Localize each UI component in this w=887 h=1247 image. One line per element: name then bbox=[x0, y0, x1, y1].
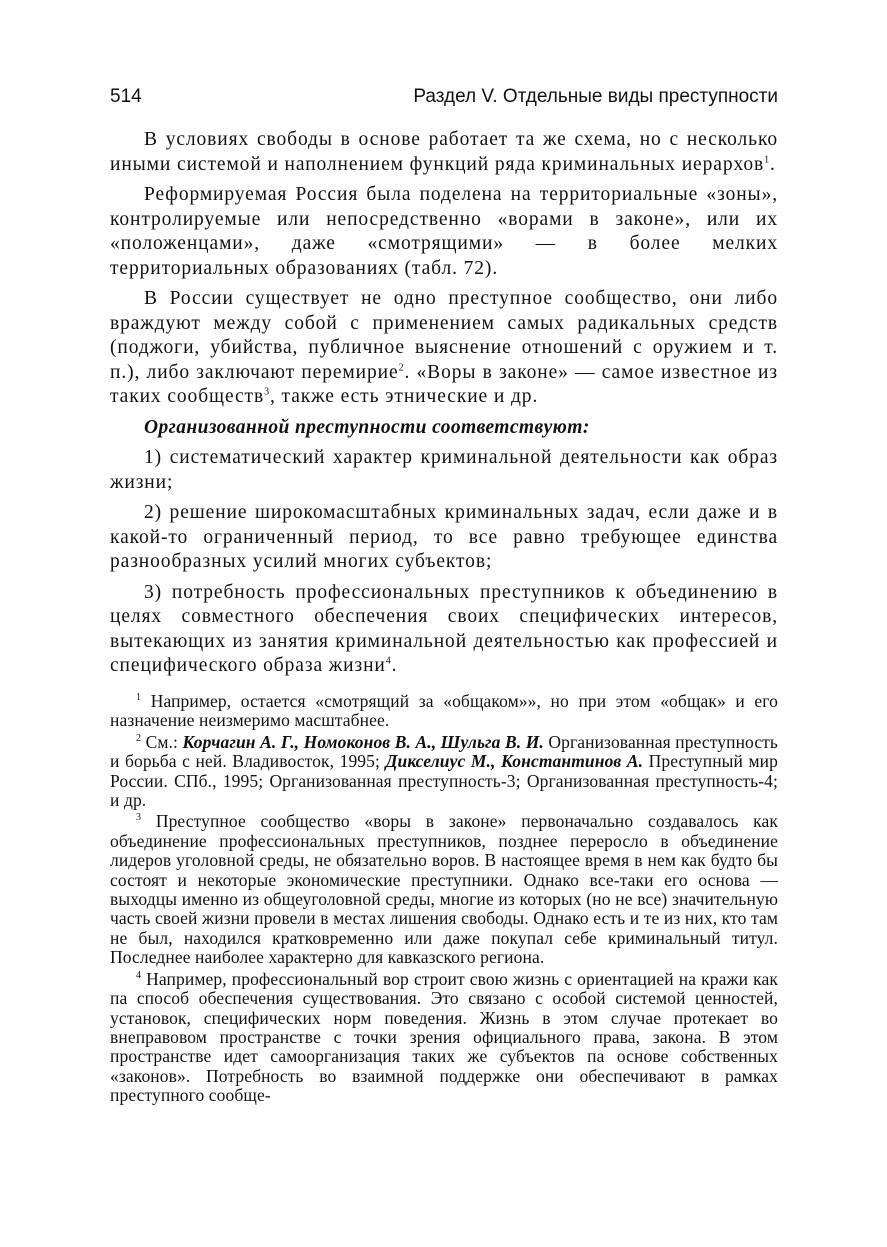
footnote-ref-1: 1 bbox=[764, 154, 771, 165]
running-title: Раздел V. Отдельные виды преступности bbox=[413, 86, 778, 107]
list-item-3 bbox=[110, 581, 778, 679]
lead-in-text: Организованной преступности соответствуют: bbox=[144, 416, 590, 438]
lead-in bbox=[110, 416, 778, 441]
footnote-ref-4: 4 bbox=[385, 655, 392, 667]
paragraph-2: Реформируемая Россия была поделена на территориальные «зоны», контролируемые или непосредственно «ворами в законе», или их «положенцами», даже «смотрящими» — в более мелких территориальных образованиях (табл. 72). bbox=[110, 184, 778, 279]
paragraph-1 bbox=[110, 128, 778, 177]
footnote-1-text: Например, остается «смотрящий за «общаком»», но при этом «общак» и его назначение неизмеримо масштабнее. bbox=[110, 691, 778, 731]
footnote-4 bbox=[110, 970, 778, 1106]
paragraph-1-end: . bbox=[770, 153, 776, 175]
footnote-1-mark: 1 bbox=[136, 692, 142, 704]
footnote-2-mark: 2 bbox=[136, 732, 142, 744]
footnotes bbox=[110, 692, 778, 1108]
list-item-3-end: . bbox=[391, 655, 398, 676]
page-header bbox=[110, 86, 778, 108]
footnote-2 bbox=[110, 733, 778, 811]
footnote-4-mark: 4 bbox=[136, 969, 142, 981]
main-text bbox=[110, 128, 778, 685]
paragraph-3-text-3: , также есть этнические и др. bbox=[269, 386, 539, 407]
footnote-2-prefix: См.: bbox=[145, 731, 183, 752]
list-item-1: 1) систематический характер криминальной деятельности как образ жизни; bbox=[110, 447, 778, 493]
footnote-4-text: Например, профессиональный вор строит свою жизнь с ориентацией на кражи как па способ обеспечения существования. Это связано с особой системой ценностей, установок, специфических норм поведения. Жизнь в этом случае протекает во внеправовом пространстве с точки зрения официального права, закона. В этом пространстве идет самоорганизация таких же субъектов па основе собственных «законов». Потребность во взаимной поддержке они обеспечивают в рамках преступного сообще- bbox=[110, 968, 778, 1106]
list-item-3-text: 3) потребность профессиональных преступников к объединению в целях совместного обеспечения своих специфических интересов, вытекающих из занятия криминальной деятельностью как профессией и специфического образа жизни bbox=[110, 581, 778, 676]
page-number: 514 bbox=[110, 86, 142, 107]
paragraph-3 bbox=[110, 287, 778, 410]
footnote-1 bbox=[110, 692, 778, 731]
footnote-3 bbox=[110, 812, 778, 967]
paragraph-3-text-2: . «Воры в законе» — самое известное из таких сообществ bbox=[110, 361, 778, 407]
footnote-2-title-1: Организованная преступность и борьба с ней. Владивосток, 1995; bbox=[110, 731, 779, 772]
list-item-2: 2) решение широкомасштабных криминальных задач, если даже и в какой-то ограниченный период, то все равно требующее единства разнообразных усилий многих субъектов; bbox=[110, 502, 778, 572]
footnote-ref-2: 2 bbox=[398, 362, 405, 373]
footnote-3-mark: 3 bbox=[136, 812, 142, 824]
footnote-3-text: Преступное сообщество «воры в законе» первоначально создавалось как объединение профессиональных преступников, позднее переросло в объединение лидеров уголовной среды, не обязательно воров. В настоящее время в нем как будто бы состоят и некоторые экономические преступники. Однако все-таки его основа — выходцы именно из общеуголовной среды, многие из которых (но не все) значительную часть своей жизни провели в местах лишения свободы. Однако есть и те из них, кто там не был, находился кратковременно или даже покупал себе криминальный титул. Последнее наиболее характерно для кавказского региона. bbox=[110, 811, 778, 968]
paragraph-1-text: В условиях свободы в основе работает та же схема, но с несколько иными системой и наполнением функций ряда криминальных иерархов bbox=[110, 129, 778, 175]
footnote-2-authors-1: Корчагин А. Г., Номоконов В. А., Шульга В. И. bbox=[182, 731, 544, 752]
footnote-2-authors-2: Дикселиус М., Константинов А. bbox=[385, 751, 644, 772]
paragraph-3-text: В России существует не одно преступное сообщество, они либо враждуют между собой с применением самых радикальных средств (поджоги, убийства, публичное выяснение отношений с оружием и т. п.), либо заключают перемирие bbox=[110, 288, 778, 383]
footnote-2-title-2: Преступный мир России. СПб., 1995; Организованная преступность-3; Организованная преступность-4; и др. bbox=[110, 751, 778, 811]
footnote-ref-3: 3 bbox=[264, 386, 270, 398]
